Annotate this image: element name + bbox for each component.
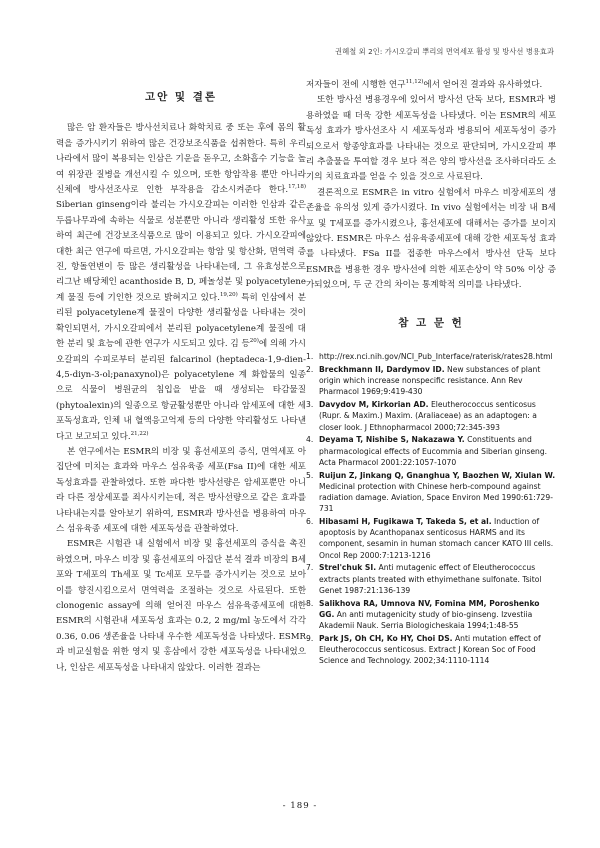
paragraph: 많은 암 환자들은 방사선치료나 화학치료 중 또는 후에 몸의 활력을 증가시키기 위하여 많은 건강보조식품을 섭취한다. 특히 우리나라에서 많이 복용되는 인삼은 기운을 돋우고, 소화흡수 기능을 높여 위장관 질병을 개선시킬 수 있으며, 또한 항암작용 뿐만 아니라 신체에 방사선조사로 인한 부작용을 감소시켜준다 한다.$^{17,18)}$ Siberian ginseng이라 불리는 가시오갈피는 이러한 인삼과 같은 두릅나무과에 속하는 식물로 성분뿐만 아니라 생리활성 또한 유사하여 최근에 건강보조식품으로 많이 이용되고 있다. 가시오갈피에 대한 최근 연구에 따르면, 가시오갈피는 항암 및 항산화, 면역력 증진, 항돌연변이 등 많은 생리활성을 나타내는데, 그 유효성분으로 리그난 배당체인 acanthoside B, D, 페놀성분 및 polyacetylene계 물질 등에 기인한 것으로 밝혀지고 있다.$^{19,20)}$ 특히 인삼에서 분리된 polyacetylene계 물질이 다양한 생리활성을 나타내는 것이 확인되면서, 가시오갈피에서 분리된 polyacetylene계 물질에 대한 분리 및 효능에 관한 연구가 시도되고 있다. 김 등$^{20)}$에 의해 가시오갈피의 수피로부터 분리된 falcarinol (heptadeca-1,9-dien-4,5-diyn-3-ol;panaxynol)은 polyacetylene 계 화합물의 일종으로 식물이 병원균의 침입을 받을 때 생성되는 타감물질(phytoalexin)의 일종으로 항균활성뿐만 아니라 암세포에 대한 세포독성효과, 인체 내 혈액응고억제 등의 다양한 약리활성도 나타낸다고 보고되고 있다.$^{21,22)}$ [56,123,306,442]
reference-item: 4. Deyama T, Nishibe S, Nakazawa Y. Constituents and pharmacological effects of Eucommia and Siberian ginseng. Acta Pharmacol 2001:22:1057-1070 [306,435,548,467]
paragraph: ESMR은 시험관 내 실험에서 비장 및 흉선세포의 증식을 촉진하였으며, 마우스 비장 및 흉선세포의 아집단 분석 결과 비장의 B세포와 T세포의 Th세포 및 Tc세포 모두를 증가시키는 것으로 보아 이를 향진시킴으로서 면역력을 조절하는 것으로 사료된다. 또한 clonogenic assay에 의해 얻어진 마우스 섬유육종세포에 대한 ESMR의 시험관내 세포독성 효과는 0.2, 2 mg/ml 농도에서 각각 0.36, 0.06 생존율을 나타내 우수한 세포독성을 나타냈다. ESMR과 비교실험을 위한 영지 및 홍삼에서 강한 세포독성을 나타내었으나, 인삼은 세포독성을 나타내지 않았다. 이러한 결과는 [56,539,306,673]
reference-item: 3. Davydov M, Kirkorian AD. Eleutherococcus senticosus (Rupr. & Maxim.) Maxim. (Araliaceae) as an adaptogen: a closer look. J Ethnopharmacol 2000;72:345-393 [306,400,537,432]
reference-list [306,351,556,666]
section-title-references: 참 고 문 헌 [398,316,464,329]
page-number: - 189 - [282,801,318,811]
paragraph: 본 연구에서는 ESMR의 비장 및 흉선세포의 증식, 면역세포 아집단에 미치는 효과와 마우스 섬유육종 세포(Fsa II)에 대한 세포독성효과를 관찰하였다. 또한 파다한 방사선량은 암세포뿐만 아니라 다른 정상세포를 죄사시키는데, 적은 방사선량으로 같은 효과를 나타내는지를 알아보기 위하여, ESMR과 방사선을 병용하여 마우스 섬유육종 세포에 대한 세포독성을 관찰하였다. [56,446,306,534]
running-head: 권혜철 외 2인: 가시오갈피 뿌리의 면역세포 활성 및 방사선 병용효과 [335,47,554,56]
reference-item: 5. Ruijun Z, Jinkang Q, Gnanghua Y, Baozhen W, Xiulan W. Medicinal protection with Chinese herb-compound against radiation damage. Aviation, Space Environ Med 1990:61:729-731 [306,470,556,514]
paragraph: 또한 방사선 병용경우에 있어서 방사선 단독 보다, ESMR과 병용하였을 때 더욱 강한 세포독성을 나타냈다. 이는 ESMR의 세포독성 효과가 방사선조사 시 세포독성과 병용되어 세포독성이 증가되으로서 항종양효과를 나타내는 것으로 판단되며, 가시오갈피 뿌리 추출물을 투여할 경우 보다 적은 양의 방사선을 조사하더라도 소기의 치료효과를 얻을 수 있을 것으로 사료된다. [306,95,556,183]
reference-item: 9. Park JS, Oh CH, Ko HY, Choi DS. Anti mutation effect of Eleutherococcus senticosus. Extract J Korean Soc of Food Science and Technology. 2002;34:1110-1114 [306,633,541,666]
reference-item: 1. http://rex.nci.nih.gov/NCI_Pub_Interface/raterisk/rates28.html [306,352,553,362]
paragraph: 저자들이 전에 시행한 연구$^{11,12)}$에서 얻어진 결과와 유사하였다. [306,79,543,90]
reference-item: 7. Strel'chuk SI. Anti mutagenic effect of Eleutherococcus extracts plants treated with ethyimethane sulfonate. Tsitol Genet 1987:21:136-139 [306,563,542,595]
paragraph: 결론적으로 ESMR은 in vitro 실험에서 마우스 비장세포의 생존율을 유의성 있게 증가시켰다. In vivo 실험에서는 비장 내 B세포 및 T세포를 증가시켰으나, 흉선세포에 대해서는 증가를 보이지 않았다. ESMR은 마우스 섬유육종세포에 대해 강한 세포독성 효과를 나타냈다. FSa II를 접종한 마우스에서 방사선 단독 보다 ESMR을 병용한 경우 방사선에 의한 세포손상이 약 50% 이상 증가되었으며, 두 군 간의 차이는 통계학적 의미를 나타냈다. [306,187,556,291]
right-column [306,78,556,668]
reference-item: 6. Hibasami H, Fugikawa T, Takeda S, et al. Induction of apoptosis by Acanthopanax senticosus HARMS and its component, sesamin in human stomach cancer KATO III cells. Oncol Rep 2000:7:1213-1216 [306,516,554,560]
reference-item: 2. Breckhmann II, Dardymov ID. New substances of plant origin which increase nonspecific resistance. Ann Rev Pharmacol 1969;9:419-430 [306,364,541,397]
reference-item: 8. Salikhova RA, Umnova NV, Fomina MM, Poroshenko GG. An anti mutagenicity study of bio-ginseng. Izvestiia Akademii Nauk. Serria Biologicheskaia 1994;1:48-55 [306,598,540,630]
left-column [56,78,306,676]
section-title-discussion: 고안 및 결론 [144,91,218,103]
